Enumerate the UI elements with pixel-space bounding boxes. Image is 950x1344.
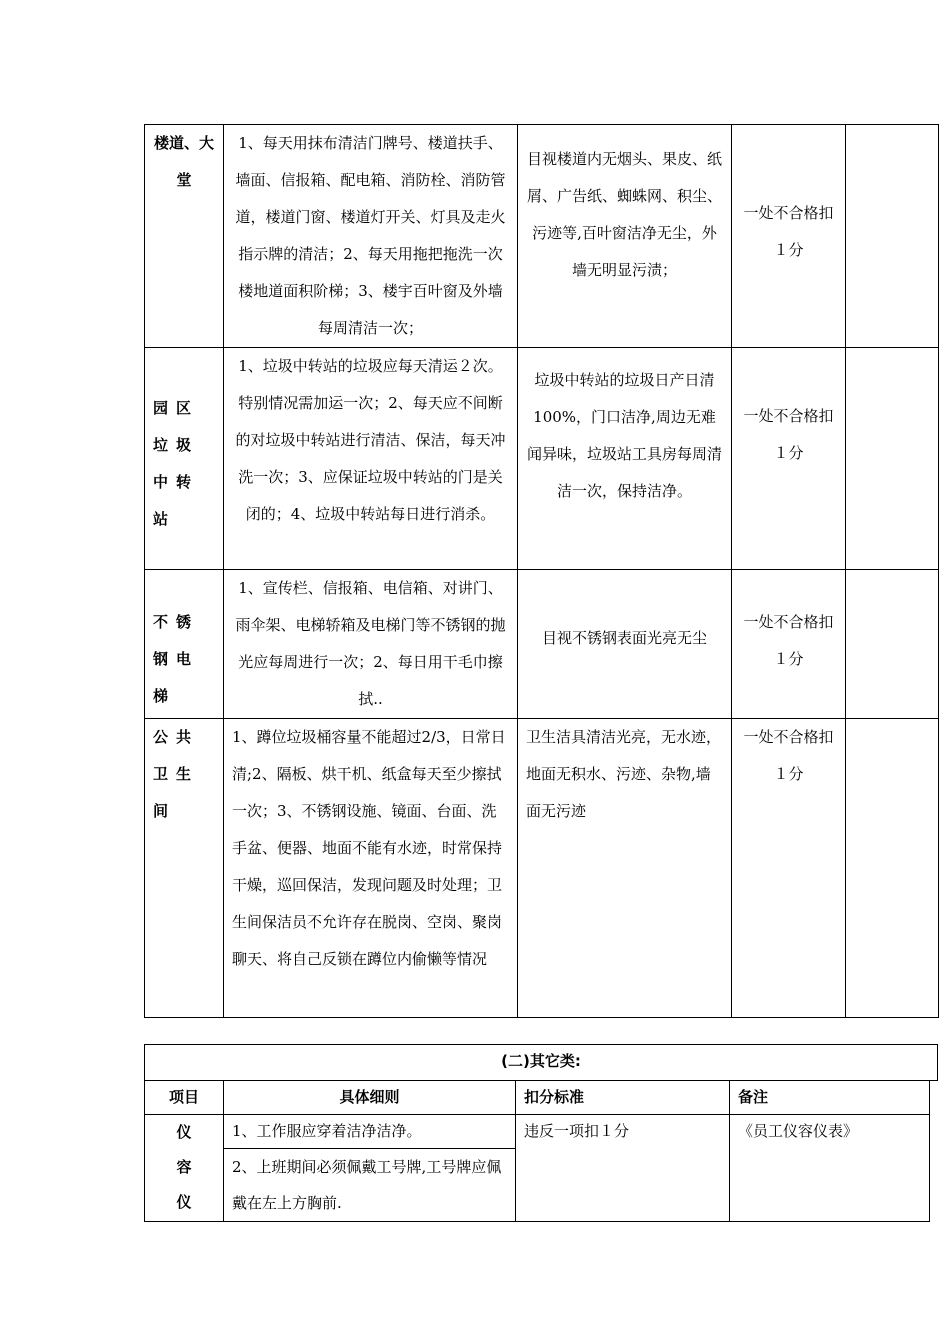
standard-cell: 目视不锈钢表面光亮无尘 [518,570,732,719]
table-row [145,570,939,719]
category-cell [145,125,224,348]
category-cell: 不锈钢电梯 [145,570,224,719]
deduction-cell: 一处不合格扣１分 [732,570,846,719]
header-remark: 备注 [730,1081,930,1115]
table-row [145,719,939,1018]
header-item: 项目 [145,1081,224,1115]
detail-cell: 1、蹲位垃圾桶容量不能超过2/3，日常日清;2、隔板、烘干机、纸盒每天至少擦拭一次；3、不锈钢设施、镜面、台面、洗手盆、便器、地面不能有水迹，时常保持干燥，巡回保洁，发现问题及时处理；卫生间保洁员不允许存在脱岗、空岗、聚岗聊天、将自己反锁在蹲位内偷懒等情况 [224,719,518,1018]
section-title-table [144,1044,938,1081]
standard-cell: 违反一项扣１分 [516,1115,730,1222]
detail-cell: 1、工作服应穿着洁净洁净。 [224,1115,516,1149]
category-char: 仪 [176,1193,192,1211]
header-row [145,1081,930,1115]
remark-cell [846,570,939,719]
deduction-cell: 一处不合格扣１分 [732,125,846,348]
standard-cell: 卫生洁具清洁光亮，无水迹，地面无积水、污迹、杂物,墙面无污迹 [518,719,732,1018]
table-row [145,348,939,570]
detail-cell: 1、宣传栏、信报箱、电信箱、对讲门、雨伞架、电梯轿箱及电梯门等不锈钢的抛光应每周进行一次；2、每日用干毛巾擦拭.. [224,570,518,719]
deduction-cell: 一处不合格扣１分 [732,719,846,1018]
table-row [145,125,939,348]
other-standards-table [144,1080,930,1222]
header-deduction: 扣分标准 [516,1081,730,1115]
category-cell [145,1115,224,1222]
category-char: 容 [176,1158,192,1176]
category-cell: 园区垃圾中转站 [145,348,224,570]
table-row [145,1115,930,1149]
remark-cell [846,719,939,1018]
detail-cell: 1、每天用抹布清洁门牌号、楼道扶手、墙面、信报箱、配电箱、消防栓、消防管道，楼道门窗、楼道灯开关、灯具及走火指示牌的清洁；2、每天用拖把拖洗一次楼地道面积阶梯；3、楼宇百叶窗及外墙每周清洁一次； [224,125,518,348]
category-cell: 公共卫生间 [145,719,224,1018]
category-label: 楼道、大堂 [153,134,214,189]
remark-cell: 《员工仪容仪表》 [730,1115,930,1222]
standard-cell: 目视楼道内无烟头、果皮、纸屑、广告纸、蜘蛛网、积尘、污迹等,百叶窗洁净无尘，外墙无明显污渍； [518,125,732,348]
deduction-cell: 一处不合格扣１分 [732,348,846,570]
category-char: 仪 [176,1123,192,1141]
header-detail: 具体细则 [224,1081,516,1115]
cleaning-standards-table [144,124,939,1018]
remark-cell [846,125,939,348]
standard-cell: 垃圾中转站的垃圾日产日清100%，门口洁净,周边无难闻异味，垃圾站工具房每周清洁一次，保持洁净。 [518,348,732,570]
detail-cell: 2、上班期间必须佩戴工号牌,工号牌应佩戴在左上方胸前. [224,1149,516,1222]
remark-cell [846,348,939,570]
section-title: (二)其它类: [145,1045,938,1081]
detail-cell: 1、垃圾中转站的垃圾应每天清运２次。特别情况需加运一次；2、每天应不间断的对垃圾中转站进行清洁、保洁，每天冲洗一次；3、应保证垃圾中转站的门是关闭的；4、垃圾中转站每日进行消杀。 [224,348,518,570]
